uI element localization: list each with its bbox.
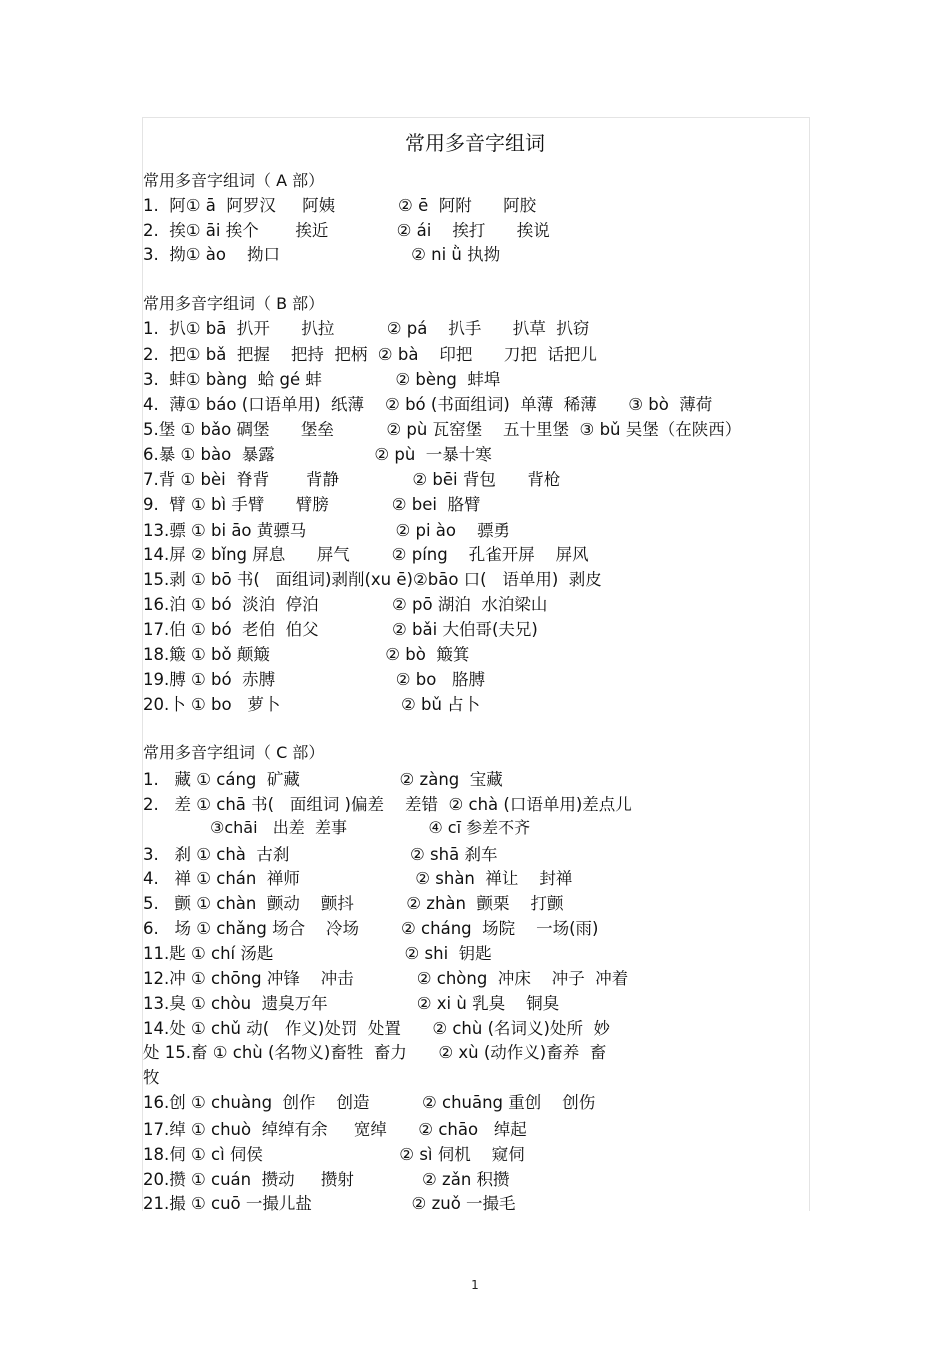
entry-line: 14.屏 ② bǐng 屏息 屏气 ② píng 孔雀开屏 屏风 [143, 545, 589, 564]
entry-line: 18.簸 ① bǒ 颠簸 ② bò 簸箕 [143, 645, 470, 664]
entry-line: 19.膊 ① bó 赤膊 ② bo 胳膊 [143, 670, 486, 689]
entry-line: 9. 臂 ① bì 手臂 臂膀 ② bei 胳臂 [143, 495, 481, 514]
document-title: 常用多音字组词 [405, 131, 545, 155]
entry-line: 2. 把① bǎ 把握 把持 把柄 ② bà 印把 刀把 话把儿 [143, 345, 597, 364]
entry-line: 12.冲 ① chōng 冲锋 冲击 ② chòng 冲床 冲子 冲着 [143, 969, 629, 988]
entry-line: 16.泊 ① bó 淡泊 停泊 ② pō 湖泊 水泊梁山 [143, 595, 548, 614]
entry-line: 21.撮 ① cuō 一撮儿盐 ② zuǒ 一撮毛 [143, 1194, 516, 1213]
entry-line: 20.卜 ① bo 萝卜 ② bǔ 占卜 [143, 695, 481, 714]
section-heading: 常用多音字组词（ B 部） [143, 294, 325, 313]
entry-line: 2. 差 ① chā 书( 面组词 )偏差 差错 ② chà (口语单用)差点儿 [143, 795, 632, 814]
entry-line: 4. 禅 ① chán 禅师 ② shàn 禅让 封禅 [143, 869, 573, 888]
section-heading: 常用多音字组词（ C 部） [143, 743, 325, 762]
entry-line: 14.处 ① chǔ 动( 作义)处罚 处置 ② chù (名词义)处所 妙 [143, 1019, 610, 1038]
entry-line: 1. 藏 ① cáng 矿藏 ② zàng 宝藏 [143, 770, 503, 789]
entry-line: 1. 扒① bā 扒开 扒拉 ② pá 扒手 扒草 扒窃 [143, 319, 590, 338]
entry-line: 3. 刹 ① chà 古刹 ② shā 刹车 [143, 845, 498, 864]
page-number: 1 [471, 1278, 479, 1292]
entry-line: 3. 拗① ào 拗口 ② ni ǜ 执拗 [143, 245, 501, 264]
entry-line: 5. 颤 ① chàn 颤动 颤抖 ② zhàn 颤栗 打颤 [143, 894, 564, 913]
section-heading: 常用多音字组词（ A 部） [143, 171, 325, 190]
entry-line: 处 15.畜 ① chù (名物义)畜牲 畜力 ② xù (动作义)畜养 畜 [143, 1043, 607, 1062]
entry-line: 6.暴 ① bào 暴露 ② pù 一暴十寒 [143, 445, 492, 464]
entry-line: 15.剥 ① bō 书( 面组词)剥削(xu ē)②bāo 口( 语单用) 剥皮 [143, 570, 602, 589]
entry-line: 2. 挨① āi 挨个 挨近 ② ái 挨打 挨说 [143, 221, 550, 240]
entry-line: 牧 [143, 1068, 160, 1087]
entry-line: 6. 场 ① chǎng 场合 冷场 ② cháng 场院 一场(雨) [143, 919, 599, 938]
entry-line: 7.背 ① bèi 脊背 背静 ② bēi 背包 背枪 [143, 470, 561, 489]
entry-line: 13.臭 ① chòu 遗臭万年 ② xi ù 乳臭 铜臭 [143, 994, 560, 1013]
entry-continuation: ③chāi 出差 差事 ④ cī 参差不齐 [210, 818, 531, 837]
entry-line: 3. 蚌① bàng 蛤 gé 蚌 ② bèng 蚌埠 [143, 370, 501, 389]
entry-line: 17.伯 ① bó 老伯 伯父 ② bǎi 大伯哥(夫兄) [143, 620, 538, 639]
entry-line: 16.创 ① chuàng 创作 创造 ② chuāng 重创 创伤 [143, 1093, 596, 1112]
entry-line: 1. 阿① ā 阿罗汉 阿姨 ② ē 阿附 阿胶 [143, 196, 537, 215]
entry-line: 20.攒 ① cuán 攒动 攒射 ② zǎn 积攒 [143, 1170, 510, 1189]
entry-line: 13.骠 ① bi āo 黄骠马 ② pi ào 骠勇 [143, 521, 510, 540]
entry-line: 18.伺 ① cì 伺侯 ② sì 伺机 窥伺 [143, 1145, 525, 1164]
entry-line: 4. 薄① báo (口语单用) 纸薄 ② bó (书面组词) 单薄 稀薄 ③ bò 薄荷 [143, 395, 713, 414]
entry-line: 11.匙 ① chí 汤匙 ② shi 钥匙 [143, 944, 492, 963]
entry-line: 17.绰 ① chuò 绰绰有余 宽绰 ② chāo 绰起 [143, 1120, 527, 1139]
entry-line: 5.堡 ① bǎo 碉堡 堡垒 ② pù 瓦窑堡 五十里堡 ③ bǔ 吴堡（在陕西） [143, 420, 742, 439]
